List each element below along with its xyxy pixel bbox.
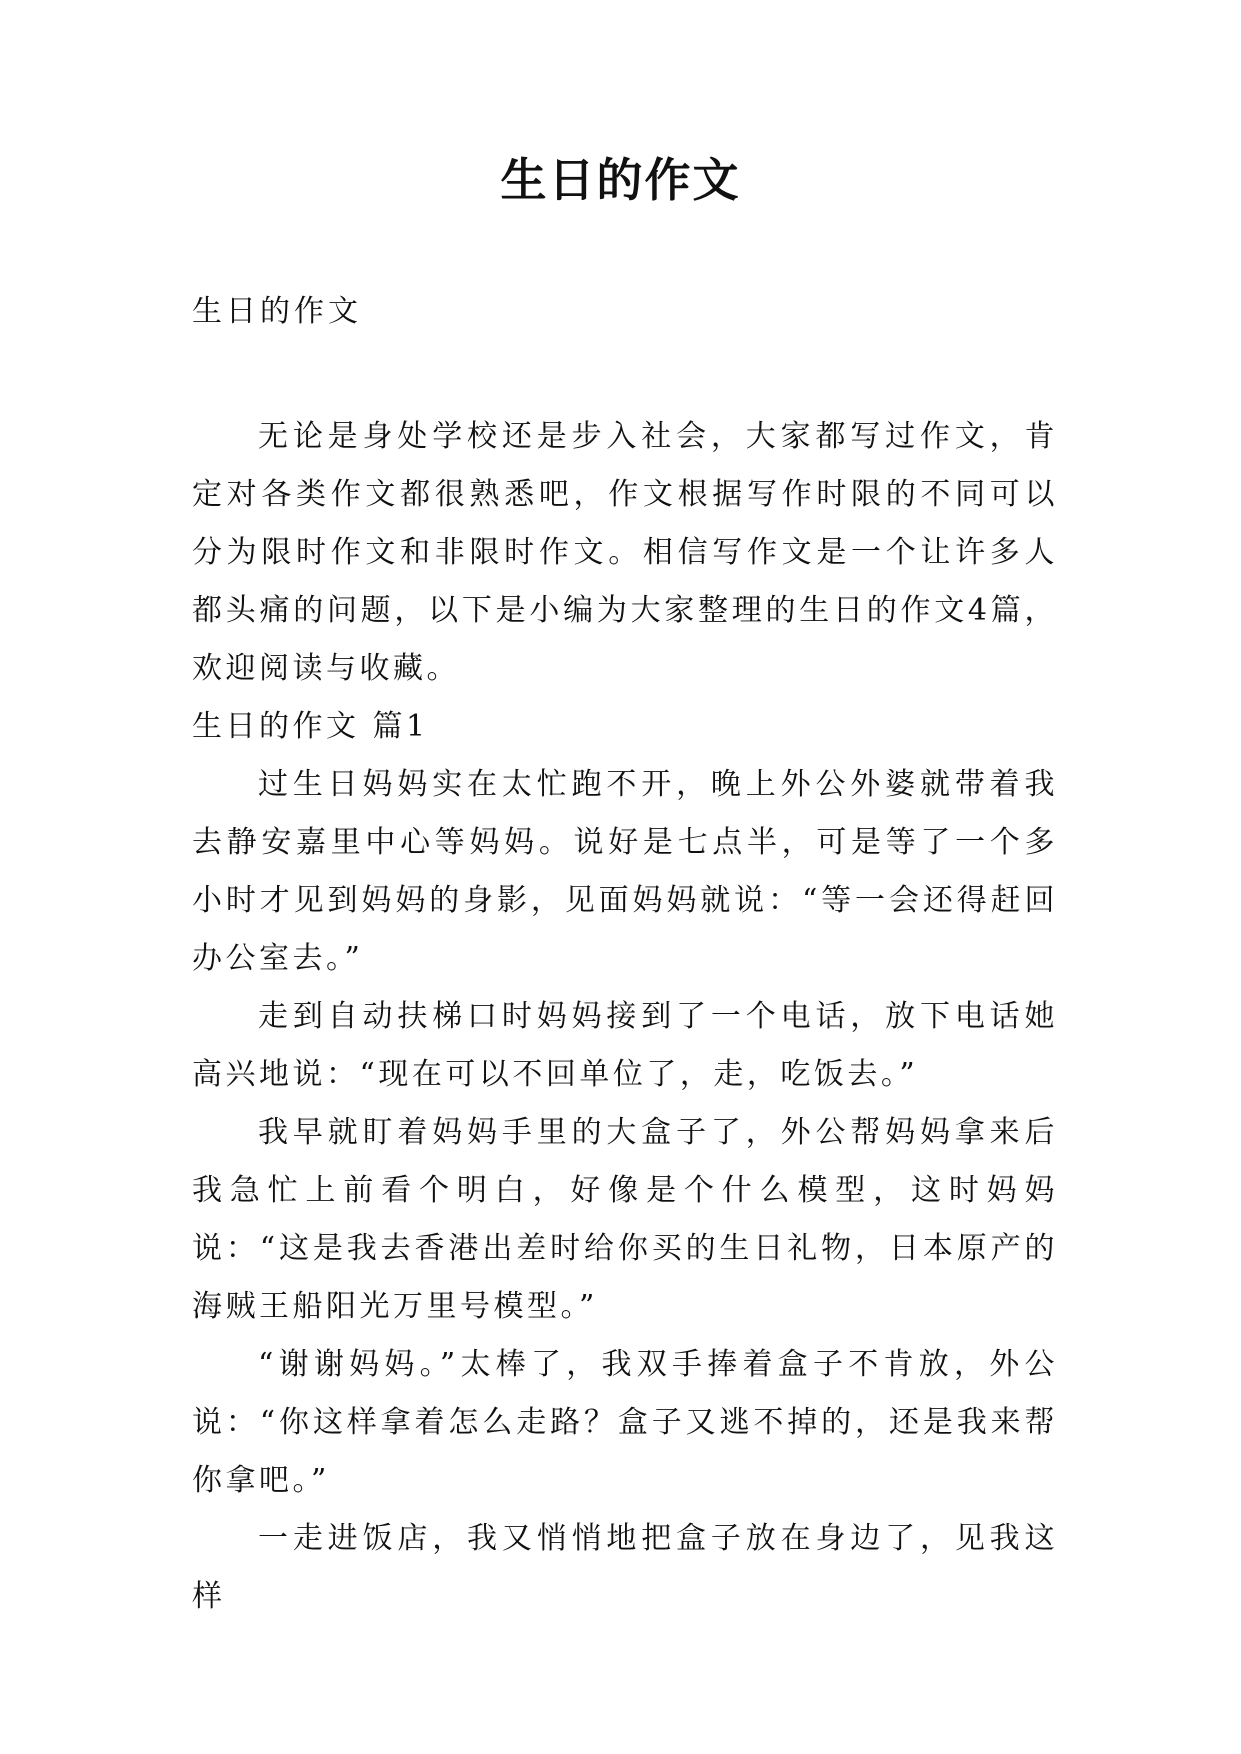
document-body — [192, 408, 1058, 1626]
body-paragraph: 走到自动扶梯口时妈妈接到了一个电话，放下电话她高兴地说：“现在可以不回单位了，走，吃饭去。” — [192, 999, 1058, 1092]
body-paragraph: 我早就盯着妈妈手里的大盒子了，外公帮妈妈拿来后我急忙上前看个明白，好像是个什么模型，这时妈妈说：“这是我去香港出差时给你买的生日礼物，日本原产的海贼王船阳光万里号模型。” — [192, 1115, 1058, 1324]
document-title: 生日的作文 — [500, 153, 741, 207]
body-paragraph: 一走进饭店，我又悄悄地把盒子放在身边了，见我这样 — [192, 1521, 1058, 1614]
intro-paragraph: 无论是身处学校还是步入社会，大家都写过作文，肯定对各类作文都很熟悉吧，作文根据写作时限的不同可以分为限时作文和非限时作文。相信写作文是一个让许多人都头痛的问题，以下是小编为大家整理的生日的作文4篇，欢迎阅读与收藏。 — [192, 419, 1058, 686]
document-subtitle: 生日的作文 — [192, 294, 362, 329]
body-paragraph: “谢谢妈妈。”太棒了，我双手捧着盒子不肯放，外公说：“你这样拿着怎么走路？盒子又逃不掉的，还是我来帮你拿吧。” — [192, 1347, 1058, 1498]
section-heading: 生日的作文 篇1 — [192, 709, 429, 744]
body-paragraph: 过生日妈妈实在太忙跑不开，晚上外公外婆就带着我去静安嘉里中心等妈妈。说好是七点半，可是等了一个多小时才见到妈妈的身影，见面妈妈就说：“等一会还得赶回办公室去。” — [192, 767, 1058, 976]
